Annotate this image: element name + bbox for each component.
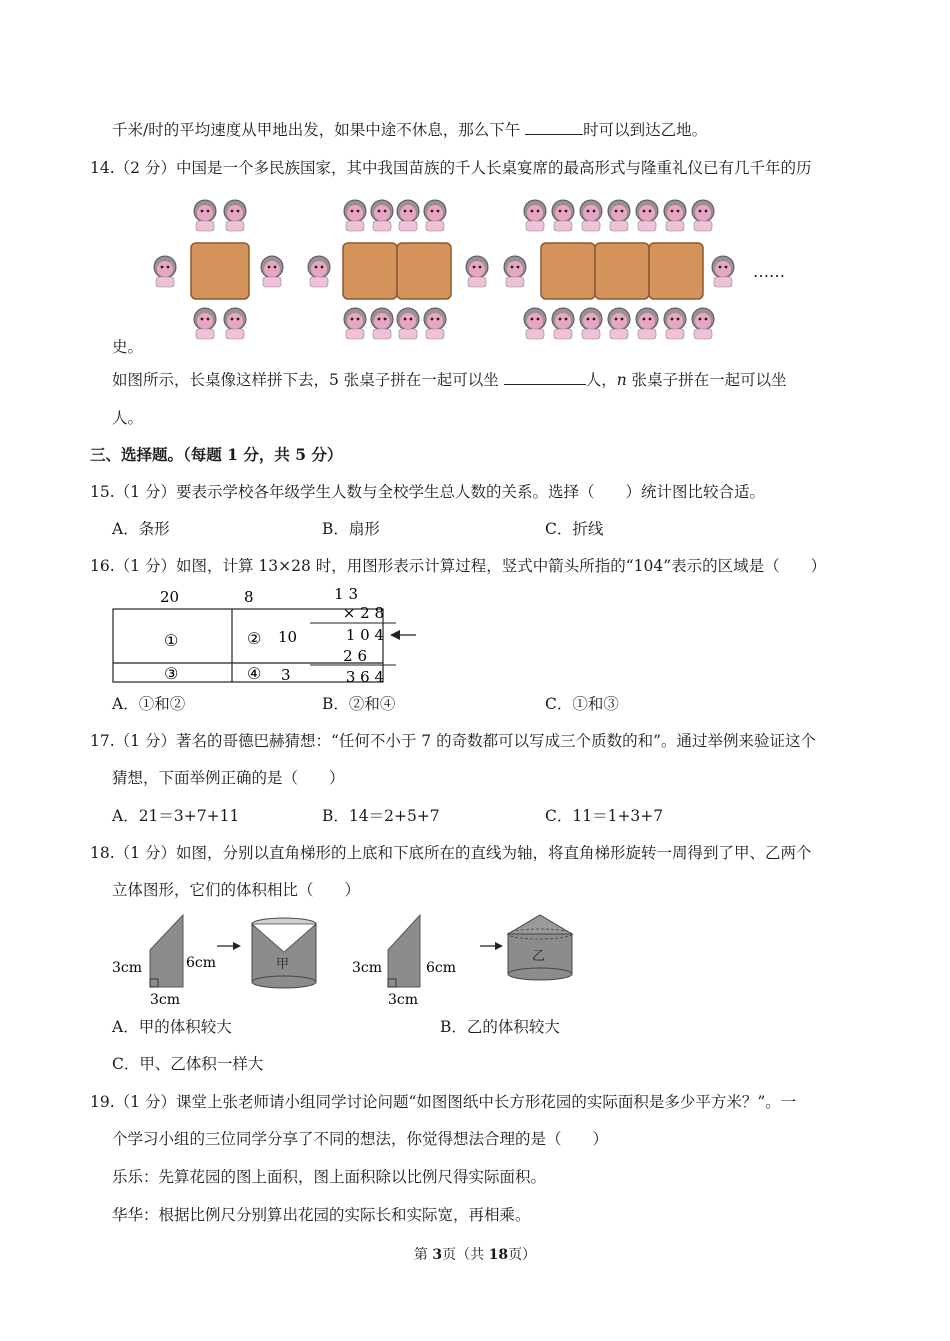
q17-option-c[interactable]: C．11＝1+3+7 (545, 807, 664, 825)
q14-number: 14. (90, 159, 115, 177)
calc-line-2: × 2 8 (342, 604, 384, 622)
q16-top-label-20: 20 (160, 588, 180, 606)
footer-prefix: 第 (413, 1247, 433, 1263)
table-group-1 (154, 200, 283, 339)
q14-stem-cont: 史。 (112, 338, 144, 356)
q19-lele: 乐乐：先算花园的图上面积，图上面积除以比例尺得实际面积。 (112, 1168, 547, 1186)
q15-stem (90, 482, 765, 502)
q18-label-3cm-bottom-left: 3cm (150, 992, 181, 1008)
q18-number: 18. (90, 844, 115, 862)
q18-text: 如图，分别以直角梯形的上底和下底所在的直线为轴，将直角梯形旋转一周得到了甲、乙两个 (175, 844, 812, 862)
q16-option-c[interactable]: C．①和③ (545, 695, 619, 713)
page-footer (0, 1244, 950, 1264)
q13-text-before: 千米/时的平均速度从甲地出发，如果中途不休息，那么下午 (112, 121, 526, 139)
arrow-icon (390, 630, 416, 640)
region-3: ③ (164, 664, 179, 683)
table-group-3 (504, 200, 734, 339)
q18-option-b[interactable]: B．乙的体积较大 (440, 1018, 560, 1036)
q18-label-6cm-left: 6cm (186, 955, 217, 971)
q14-prompt-n: n (616, 371, 627, 389)
table-1 (191, 243, 249, 299)
q18-figure (110, 912, 580, 1012)
region-4: ④ (247, 664, 262, 683)
q19-score: （1 分） (114, 1093, 176, 1111)
q17-stem-cont: 猜想，下面举例正确的是（ ） (112, 769, 345, 787)
q16-text: 如图，计算 13×28 时，用图形表示计算过程，竖式中箭头所指的“104”表示的区域是（ ） (175, 557, 827, 575)
q16-number: 16. (90, 557, 115, 575)
arrow-right-icon (217, 942, 241, 950)
q14-ellipsis: …… (753, 262, 785, 281)
q13-text-after: 时可以到达乙地。 (583, 121, 708, 139)
q18-stem-cont: 立体图形，它们的体积相比（ ） (112, 881, 361, 899)
q18-option-a[interactable]: A．甲的体积较大 (112, 1018, 232, 1036)
q14-prompt-a: 如图所示，长桌像这样拼下去，5 张桌子拼在一起可以坐 (112, 371, 504, 389)
q15-score: （1 分） (114, 483, 176, 501)
calc-line-3: 1 0 4 (345, 626, 384, 644)
q17-text: 著名的哥德巴赫猜想：“任何不小于 7 的奇数都可以写成三个质数的和”。通过举例来验证这个 (175, 732, 817, 750)
solid-jia (252, 918, 316, 988)
q18-option-c[interactable]: C．甲、乙体积一样大 (112, 1055, 264, 1073)
q16-option-a[interactable]: A．①和② (112, 695, 186, 713)
section-3-title: 三、选择题。（每题 1 分，共 5 分） (90, 445, 343, 464)
q17-score: （1 分） (114, 732, 176, 750)
q13-blank (525, 120, 583, 135)
q17-option-b[interactable]: B．14＝2+5+7 (322, 807, 440, 825)
q15-option-a[interactable]: A．条形 (112, 520, 170, 538)
q16-side-label-10: 10 (278, 628, 298, 646)
arrow-right-icon-2 (480, 942, 503, 950)
q14-prompt-d: 人。 (112, 409, 144, 427)
solid-yi (508, 915, 572, 980)
q17-option-a[interactable]: A．21＝3+7+11 (112, 807, 240, 825)
q15-text: 要表示学校各年级学生人数与全校学生总人数的关系。选择（ ）统计图比较合适。 (175, 483, 765, 501)
q15-option-c[interactable]: C．折线 (545, 520, 604, 538)
q14-text: 中国是一个多民族国家，其中我国苗族的千人长桌宴席的最高形式与隆重礼仪已有几千年的历 (175, 159, 812, 177)
trapezoid-left (150, 915, 183, 987)
q19-huahua: 华华：根据比例尺分别算出花园的实际长和实际宽，再相乘。 (112, 1206, 531, 1224)
q19-text: 课堂上张老师请小组同学讨论问题“如图图纸中长方形花园的实际面积是多少平方米？”。一 (175, 1093, 797, 1111)
q19-stem-cont: 个学习小组的三位同学分享了不同的想法，你觉得想法合理的是（ ） (112, 1130, 609, 1148)
q16-top-label-8: 8 (244, 588, 254, 606)
q16-side-label-3: 3 (281, 666, 291, 684)
q19-stem (90, 1092, 796, 1112)
q15-number: 15. (90, 483, 115, 501)
q14-tables-figure (145, 195, 805, 347)
q14-prompt-c: 张桌子拼在一起可以坐 (626, 371, 787, 389)
q14-blank-1 (504, 370, 586, 385)
q19-number: 19. (90, 1093, 115, 1111)
table-group-2 (308, 200, 488, 339)
q18-stem (90, 843, 811, 863)
q15-option-b[interactable]: B．扇形 (322, 520, 380, 538)
q16-stem (90, 556, 826, 576)
q18-label-6cm-right: 6cm (426, 960, 457, 976)
footer-mid: 页（共 (442, 1247, 489, 1263)
q18-score: （1 分） (114, 844, 176, 862)
trapezoid-right (388, 915, 420, 987)
q14-stem (90, 158, 811, 178)
q18-jia-label: 甲 (276, 957, 290, 972)
q18-yi-label: 乙 (532, 949, 546, 964)
q17-number: 17. (90, 732, 115, 750)
footer-total-pages: 18 (488, 1247, 509, 1263)
footer-page-number: 3 (432, 1247, 443, 1263)
calc-line-1: 1 3 (334, 585, 358, 603)
region-1: ① (164, 631, 179, 650)
q14-prompt (112, 370, 787, 390)
q16-figure (110, 585, 420, 687)
q17-stem (90, 731, 816, 751)
calc-line-5: 3 6 4 (345, 668, 384, 686)
footer-suffix: 页） (508, 1247, 537, 1263)
q18-label-3cm-right: 3cm (352, 960, 383, 976)
q14-prompt-b: 人， (585, 371, 617, 389)
q18-label-3cm-bottom-right: 3cm (388, 992, 419, 1008)
q16-option-b[interactable]: B．②和④ (322, 695, 396, 713)
calc-line-4: 2 6 (343, 647, 367, 665)
q16-score: （1 分） (114, 557, 176, 575)
q14-score: （2 分） (114, 159, 176, 177)
q18-label-3cm-left: 3cm (112, 960, 143, 976)
region-2: ② (247, 629, 262, 648)
q13-line (112, 120, 707, 140)
